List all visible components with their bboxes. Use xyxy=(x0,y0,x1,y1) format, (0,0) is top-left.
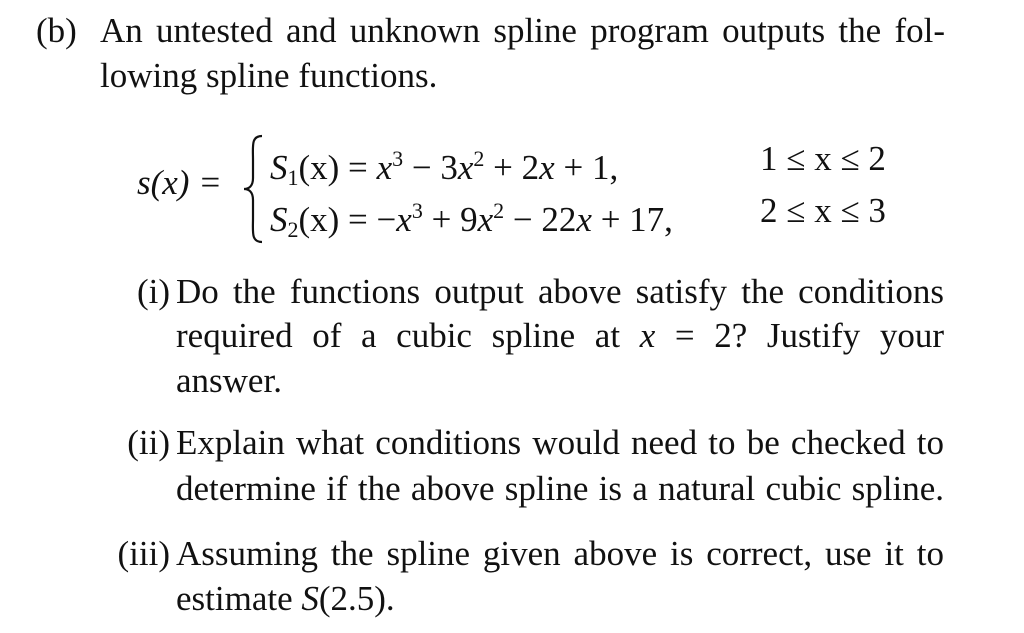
intro-line-2: lowing spline functions. xyxy=(100,56,438,95)
question-i-line-3: answer. xyxy=(176,361,282,400)
question-ii-line-2: determine if the above spline is a natural cubic spline. xyxy=(176,469,944,508)
question-i-line-1: Do the functions output above satisfy the conditions xyxy=(176,272,944,311)
spline-piece-2-domain: 2 ≤ x ≤ 3 xyxy=(760,191,886,230)
spline-piece-1: $S_1(x) = x^3 - 3x^2 + 2x + 1$, xyxy=(270,146,619,190)
left-brace-icon xyxy=(242,134,264,244)
question-ii-line-1: Explain what conditions would need to be checked to xyxy=(176,423,944,462)
question-iii-line-1: Assuming the spline given above is correct, use it to xyxy=(176,534,944,573)
part-label: (b) xyxy=(36,11,77,50)
question-i-label: (i) xyxy=(136,272,170,311)
spline-piece-1-domain: 1 ≤ x ≤ 2 xyxy=(760,139,886,178)
spline-piece-2: $S_2(x) = -x^3 + 9x^2 - 22x + 17$, xyxy=(270,198,673,242)
question-ii-label: (ii) xyxy=(127,423,170,462)
question-iii-line-2: estimate S(2.5). xyxy=(176,579,395,618)
intro-line-1: An untested and unknown spline program outputs the fol- xyxy=(100,11,945,50)
equation-lhs: s(x) = xyxy=(137,163,222,202)
question-iii-label: (iii) xyxy=(117,534,170,573)
question-i-line-2: required of a cubic spline at x = 2? Justify your xyxy=(176,316,944,355)
